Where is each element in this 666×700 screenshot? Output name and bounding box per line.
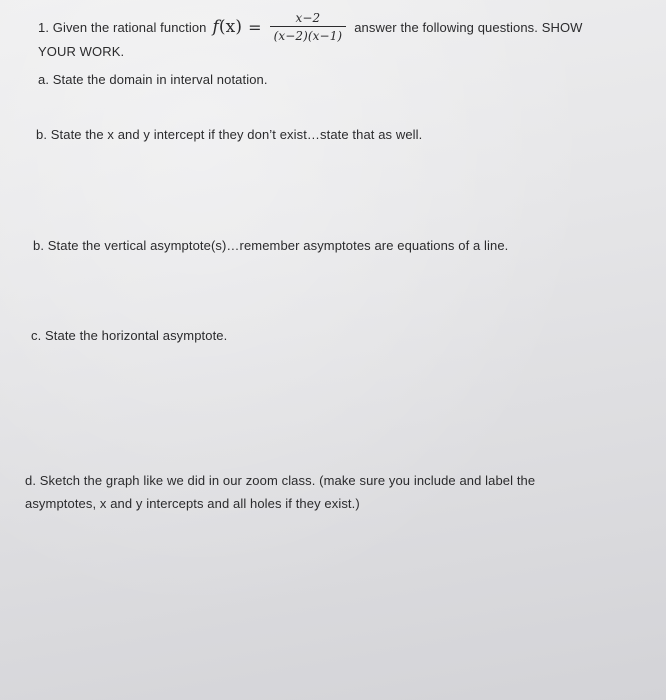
part-d-sketch-line-1: d. Sketch the graph like we did in our zoom class. (make sure you include and label the bbox=[25, 473, 536, 488]
part-b-vertical-asymptote: b. State the vertical asymptote(s)…remember asymptotes are equations of a line. bbox=[33, 238, 509, 253]
fraction-numerator: x−2 bbox=[295, 11, 321, 25]
function-notation bbox=[213, 17, 243, 37]
equals-sign: = bbox=[248, 17, 262, 37]
question-intro: 1. Given the rational function bbox=[38, 19, 207, 35]
function-name: f bbox=[212, 17, 219, 37]
part-b-intercepts: b. State the x and y intercept if they don’t exist…state that as well. bbox=[36, 127, 423, 142]
part-d-sketch-line-2: asymptotes, x and y intercepts and all holes if they exist.) bbox=[25, 496, 360, 511]
fraction-denominator: (x−2)(x−1) bbox=[273, 29, 343, 43]
rational-fraction bbox=[270, 11, 347, 43]
question-continuation: YOUR WORK. bbox=[38, 44, 125, 59]
question-instruction: answer the following questions. SHOW bbox=[354, 19, 583, 35]
function-argument: (x) bbox=[218, 17, 243, 37]
part-c-horizontal-asymptote: c. State the horizontal asymptote. bbox=[31, 328, 228, 343]
part-a-domain: a. State the domain in interval notation. bbox=[38, 72, 268, 87]
question-1-line bbox=[38, 10, 583, 44]
